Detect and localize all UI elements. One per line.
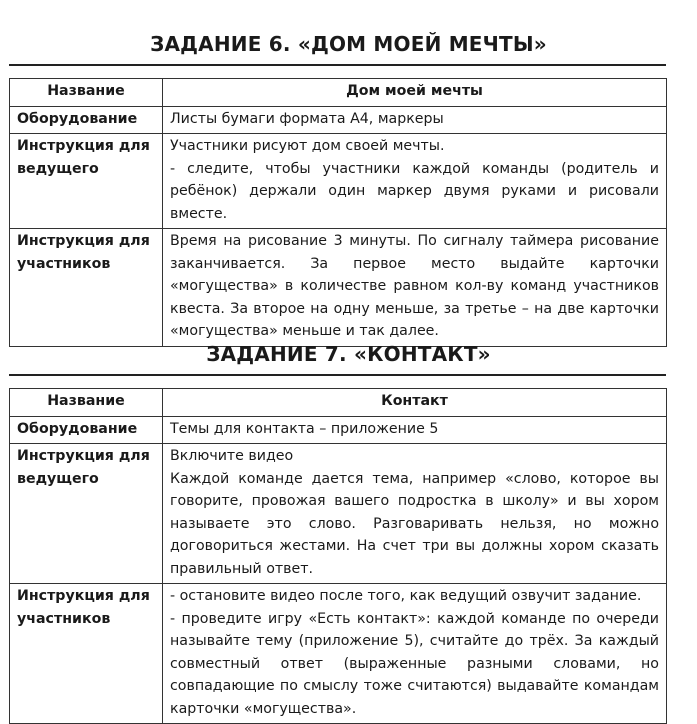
task7-participants-label: Инструкция для участников: [10, 584, 163, 724]
task7-participants-text: [163, 584, 667, 724]
task7-header-label: Название: [10, 389, 163, 417]
task6-table: [9, 78, 667, 347]
task7-participants-line: - остановите видео после того, как ведущий озвучит задание.: [170, 588, 642, 604]
task6-header-row: [10, 79, 667, 107]
task6-equipment-label: Оборудование: [10, 106, 163, 134]
task7-equipment-label: Оборудование: [10, 416, 163, 444]
task7-header-value: Контакт: [163, 389, 667, 417]
task6-host-text: [163, 134, 667, 229]
task6-header-label: Название: [10, 79, 163, 107]
task7-host-row: [10, 444, 667, 584]
task7-equipment-row: [10, 416, 667, 444]
task7-title: ЗАДАНИЕ 7. «КОНТАКТ»: [206, 342, 491, 366]
task6-header-value: Дом моей мечты: [163, 79, 667, 107]
task6-host-line: Участники рисуют дом своей мечты.: [170, 138, 445, 154]
task6-host-line: - следите, чтобы участники каждой команды (родитель и ребёнок) держали один маркер двумя руками и рисовали вместе.: [170, 160, 659, 222]
task7-participants-line: - проведите игру «Есть контакт»: каждой команде по очереди называйте тему (приложение 5), считайте до трёх. За каждый совместный ответ (выраженные разными словами, но совпадающие по смыслу тоже считаются) выдавайте командам карточки «могущества».: [170, 610, 659, 717]
task7-header-row: [10, 389, 667, 417]
task7-title-rule: [9, 374, 666, 376]
task7-participants-row: [10, 584, 667, 724]
task6-title: ЗАДАНИЕ 6. «ДОМ МОЕЙ МЕЧТЫ»: [150, 32, 547, 56]
task6-participants-row: [10, 229, 667, 347]
task7-table: [9, 388, 667, 724]
task6-equipment-text: Листы бумаги формата А4, маркеры: [163, 106, 667, 134]
task6-participants-label: Инструкция для участников: [10, 229, 163, 347]
task7-host-line: Включите видео: [170, 448, 294, 464]
task6-title-rule: [9, 64, 666, 66]
task6-equipment-row: [10, 106, 667, 134]
task7-host-label: Инструкция для ведущего: [10, 444, 163, 584]
task7-host-text: [163, 444, 667, 584]
task6-host-label: Инструкция для ведущего: [10, 134, 163, 229]
task6-host-row: [10, 134, 667, 229]
task7-host-line: Каждой команде дается тема, например «слово, которое вы говорите, провожая вашего подростка в школу» и вы хором называете это слово. Разговаривать нельзя, но можно договориться жестами. На счет три вы должны хором сказать правильный ответ.: [170, 470, 659, 577]
task7-equipment-text: Темы для контакта – приложение 5: [163, 416, 667, 444]
task6-participants-text: Время на рисование 3 минуты. По сигналу таймера рисование заканчивается. За первое место выдайте карточки «могущества» в количестве равном кол-ву команд участников квеста. За второе на одну меньше, за третье – на две карточки «могущества» меньше и так далее.: [163, 229, 667, 347]
